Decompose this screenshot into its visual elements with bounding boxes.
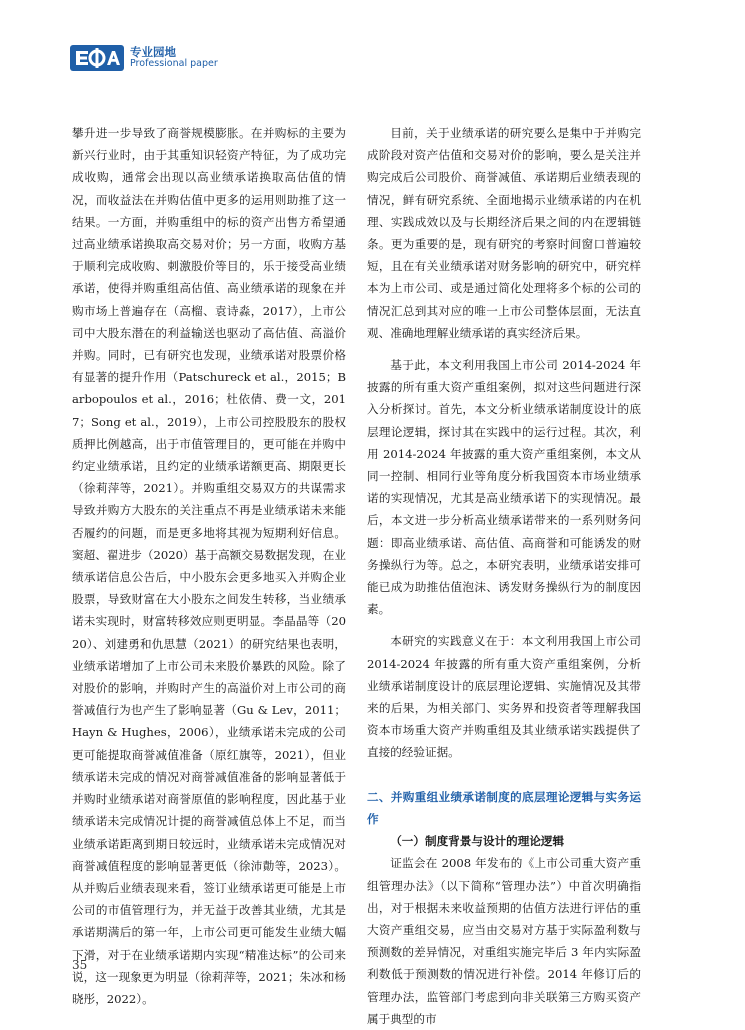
section-title: 二、并购重组业绩承诺制度的底层理论逻辑与实务运作 bbox=[367, 789, 641, 826]
right-column bbox=[367, 122, 641, 1030]
paragraph: 攀升进一步导致了商誉规模膨胀。在并购标的主要为新兴行业时，由于其重知识轻资产特征，为了成功完成收购，通常会出现以高业绩承诺换取高估值的情况，而收益法在并购估值中更多的运用则助推了这一结果。一方面，并购重组中的标的资产出售方希望通过高业绩承诺换取高交易对价；另一方面，收购方基于顺利完成收购、刺激股价等目的，乐于接受高业绩承诺，使得并购重组高估值、高业绩承诺的现象在并购市场上普遍存在（高榴、袁诗淼，2017），上市公司中大股东潜在的利益输送也驱动了高估值、高溢价并购。同时，已有研究也发现，业绩承诺对股票价格有显著的提升作用（Patschureck et al.，2015；Barbopoulos et al.，2016；杜依倩、费一文，2017；Song et al.，2019），上市公司控股股东的股权质押比例越高，出于市值管理目的，更可能在并购中约定业绩承诺，且约定的业绩承诺额更高、期限更长（徐莉萍等，2021）。并购重组交易双方的共谋需求导致并购方大股东的关注重点不再是业绩承诺未来能否履约的问题，而是更多地将其视为短期利好信息。窦超、翟进步（2020）基于高额交易数据发现，在业绩承诺信息公告后，中小股东会更多地买入并购企业股票，导致财富在大小股东之间发生转移，当业绩承诺未实现时，财富转移效应则更明显。李晶晶等（2020）、刘建勇和仇思慧（2021）的研究结果也表明，业绩承诺增加了上市公司未来股价暴跌的风险。除了对股价的影响，并购时产生的高溢价对上市公司的商誉减值行为也产生了影响显著（Gu & Lev，2011；Hayn & Hughes，2006），业绩承诺未完成的公司更可能提取商誉减值准备（原红旗等，2021），但业绩承诺未完成的情况对商誉减值准备的影响显著低于并购时业绩承诺对商誉原值的影响程度，因此基于业绩承诺未完成情况计提的商誉减值总体上不足，而当业绩承诺距离到期日较远时，业绩承诺未完成情况对商誉减值程度的影响显著更低（徐沛勣等，2023）。从并购后业绩表现来看，签订业绩承诺更可能是上市公司的市值管理行为，并无益于改善其业绩，尤其是承诺期满后的第一年，上市公司更可能发生业绩大幅下滑，对于在业绩承诺期内实现“精准达标”的公司来说，这一现象更为明显（徐莉萍等，2021；朱冰和杨晓彤，2022）。 bbox=[72, 126, 346, 1006]
page-number: 35 bbox=[72, 958, 88, 972]
paragraph: 本研究的实践意义在于：本文利用我国上市公司 2014-2024 年披露的所有重大资产重组案例，分析业绩承诺制度设计的底层理论逻辑、实施情况及其带来的后果，为相关部门、实务界和投资者等理解我国资本市场重大资产并购重组及其业绩承诺实践提供了直接的经验证据。 bbox=[367, 634, 641, 760]
paragraph: 证监会在 2008 年发布的《上市公司重大资产重组管理办法》（以下简称“管理办法”）中首次明确指出，对于根据未来收益预期的估值方法进行评估的重大资产重组交易，应当由交易对方基于实际盈利数与预测数的差异情况，对重组实施完毕后 3 年内实际盈利数低于预测数的情况进行补偿。2014 年修订后的管理办法，监管部门考虑到向非关联第三方购买资产属于典型的市 bbox=[367, 856, 641, 1026]
paragraph: 目前，关于业绩承诺的研究要么是集中于并购完成阶段对资产估值和交易对价的影响，要么是关注并购完成后公司股价、商誉减值、承诺期后业绩表现的情况，鲜有研究系统、全面地揭示业绩承诺的内在机理、实践成效以及与长期经济后果之间的内在逻辑链条。更为重要的是，现有研究的考察时间窗口普遍较短，且在有关业绩承诺对财务影响的研究中，研究样本为上市公司、或是通过简化处理将多个标的公司的情况汇总到其对应的唯一上市公司整体层面，无法直观、准确地理解业绩承诺的真实经济后果。 bbox=[367, 126, 641, 340]
header-title-cn: 专业园地 bbox=[130, 45, 176, 60]
left-column bbox=[72, 122, 346, 1010]
journal-logo-icon bbox=[70, 45, 124, 71]
header-title-en: Professional paper bbox=[130, 58, 218, 70]
paragraph: 基于此，本文利用我国上市公司 2014-2024 年披露的所有重大资产重组案例，拟对这些问题进行深入分析探讨。首先，本文分析业绩承诺制度设计的底层理论逻辑，探讨其在实践中的运行过程。其次，利用 2014-2024 年披露的重大资产重组案例，本文从同一控制、相同行业等角度分析我国资本市场业绩承诺的实现情况，尤其是高业绩承诺下的实现情况。最后，本文进一步分析高业绩承诺带来的一系列财务问题：即高业绩承诺、高估值、高商誉和可能诱发的财务操纵行为等。总之，本研究表明，业绩承诺安排可能已成为助推估值泡沫、诱发财务操纵行为的制度因素。 bbox=[367, 358, 641, 617]
journal-header bbox=[70, 44, 218, 72]
subsection-title: （一）制度背景与设计的理论逻辑 bbox=[390, 834, 565, 849]
